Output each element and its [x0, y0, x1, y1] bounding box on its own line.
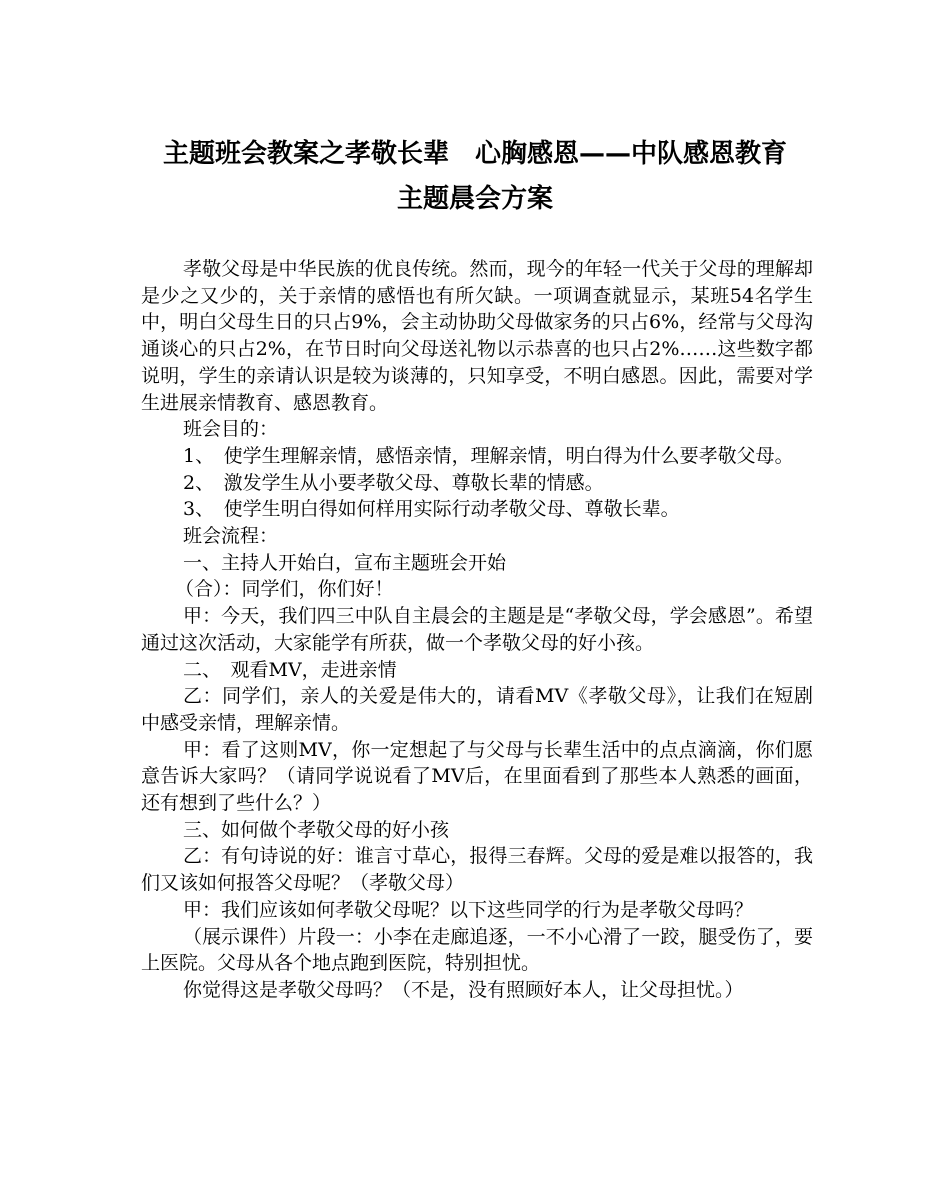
objective-item-1: 1、 使学生理解亲情，感悟亲情，理解亲情，明白得为什么要孝敬父母。 — [183, 444, 794, 467]
section-heading-2: 二、 观看MV，走进亲情 — [183, 658, 397, 681]
objectives-heading: 班会目的： — [183, 418, 279, 441]
dialogue-line: 乙：同学们，亲人的关爱是伟大的，请看MV《孝敬父母》，让我们在短剧中感受亲情，理解亲情。 — [141, 685, 813, 734]
courseware-segment: （展示课件）片段一：小李在走廊追逐，一不小心滑了一跤，腿受伤了，要上医院。父母从各个地点跑到医院，特别担忧。 — [141, 925, 813, 975]
objective-item-3: 3、 使学生明白得如何样用实际行动孝敬父母、尊敬长辈。 — [183, 498, 680, 521]
objective-item-2: 2、 激发学生从小要孝敬父母、尊敬长辈的情感。 — [183, 471, 604, 494]
dialogue-line: 乙：有句诗说的好：谁言寸草心，报得三春辉。父母的爱是难以报答的，我们又该如何报答父母呢？（孝敬父母） — [141, 845, 813, 895]
document-title-line-1: 主题班会教案之孝敬长辈 心胸感恩——中队感恩教育 — [162, 139, 787, 169]
document-title-line-2: 主题晨会方案 — [396, 184, 553, 214]
dialogue-line: （合）：同学们，你们好！ — [175, 578, 394, 601]
dialogue-line: 甲：我们应该如何孝敬父母呢？以下这些同学的行为是孝敬父母吗？ — [183, 898, 754, 921]
process-heading: 班会流程： — [183, 525, 279, 548]
dialogue-line: 甲：今天，我们四三中队自主晨会的主题是是“孝敬父母，学会感恩”。希望通过这次活动，大家能学有所获，做一个孝敬父母的好小孩。 — [141, 605, 813, 654]
section-heading-3: 三、如何做个孝敬父母的好小孩 — [183, 818, 450, 841]
section-heading-1: 一、主持人开始白，宣布主题班会开始 — [183, 551, 507, 574]
document-body — [141, 256, 813, 1004]
dialogue-line: 甲：看了这则MV，你一定想起了与父母与长辈生活中的点点滴滴，你们愿意告诉大家吗？（请同学说说看了MV后，在里面看到了那些本人熟悉的画面，还有想到了些什么？） — [141, 738, 813, 815]
intro-paragraph: 孝敬父母是中华民族的优良传统。然而，现今的年轻一代关于父母的理解却是少之又少的，关于亲情的感悟也有所欠缺。一项调查就显示，某班54名学生中，明白父母生日的只占9%，会主动协助父母做家务的只占6%，经常与父母沟通谈心的只占2%，在节日时向父母送礼物以示恭喜的也只占2%……这些数字都说明，学生的亲请认识是较为谈薄的，只知享受，不明白感恩。因此，需要对学生进展亲情教育、感恩教育。 — [141, 258, 813, 414]
question-paragraph: 你觉得这是孝敬父母吗？（不是，没有照顾好本人，让父母担忧。） — [183, 978, 744, 1001]
